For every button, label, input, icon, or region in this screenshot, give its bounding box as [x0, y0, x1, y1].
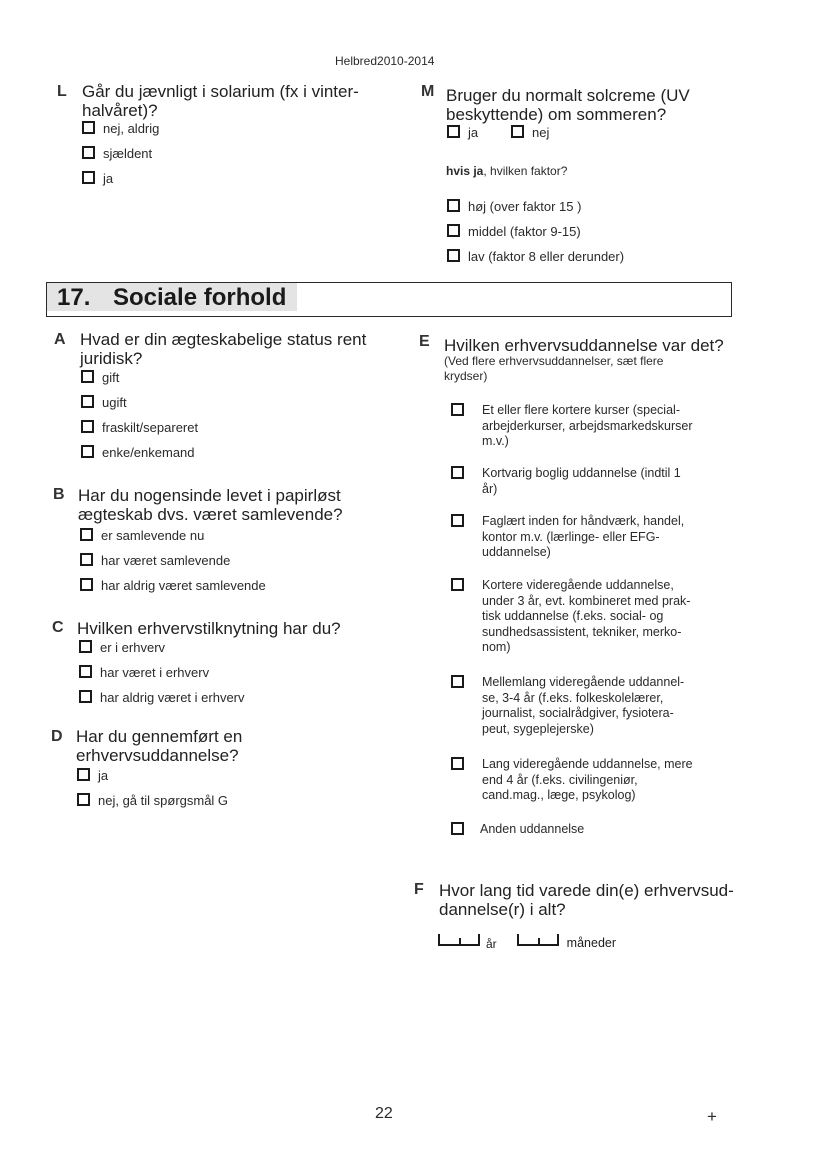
question-b-line2: ægteskab dvs. været samlevende?: [78, 505, 343, 524]
question-m-line1: Bruger du normalt solcreme (UV: [446, 86, 690, 105]
option-label: ja: [103, 171, 114, 186]
option-label: [480, 822, 730, 838]
section-number: 17.: [57, 284, 91, 311]
option-label: [482, 757, 732, 804]
section-header: [46, 282, 732, 317]
checkbox[interactable]: [511, 125, 524, 138]
option-line: Kortvarig boglig uddannelse (indtil 1: [482, 466, 681, 480]
question-c-option-3[interactable]: [79, 690, 245, 705]
option-label: er i erhverv: [100, 640, 166, 655]
duration-entry: [438, 932, 617, 951]
option-label: gift: [102, 370, 120, 385]
question-m-factor-2[interactable]: [447, 224, 581, 239]
question-e-text: Hvilken erhvervsuddannelse var det?: [444, 336, 724, 355]
question-a-option-2[interactable]: [81, 395, 127, 410]
checkbox[interactable]: [79, 665, 92, 678]
option-line: journalist, socialrådgiver, fysiotera-: [482, 706, 674, 720]
question-e-note: [444, 354, 663, 384]
question-m-text: [446, 86, 690, 124]
option-label: nej, aldrig: [103, 121, 160, 136]
question-f-text: [439, 881, 734, 919]
option-label: nej, gå til spørgsmål G: [98, 793, 229, 808]
checkbox[interactable]: [451, 514, 464, 527]
option-line: år): [482, 481, 498, 496]
checkbox[interactable]: [80, 528, 93, 541]
checkbox[interactable]: [451, 822, 464, 835]
question-b-letter: B: [53, 486, 65, 503]
question-m-factor-1[interactable]: [447, 199, 581, 214]
question-e-letter: E: [419, 333, 430, 350]
question-d-letter: D: [51, 728, 63, 745]
option-line: nom): [482, 640, 511, 654]
followup-bold: hvis ja: [446, 164, 484, 178]
option-line: Faglært inden for håndværk, handel,: [482, 514, 685, 528]
page-header: Helbred2010-2014: [335, 54, 435, 68]
option-label: [482, 675, 732, 737]
option-line: uddannelse): [482, 545, 551, 559]
checkbox[interactable]: [82, 121, 95, 134]
option-line: Et eller flere kortere kurser (special-: [482, 403, 680, 417]
question-c-option-2[interactable]: [79, 665, 209, 680]
checkbox[interactable]: [80, 578, 93, 591]
question-a-option-1[interactable]: [81, 370, 119, 385]
checkbox[interactable]: [81, 395, 94, 408]
checkbox[interactable]: [451, 403, 464, 416]
option-label: ugift: [102, 395, 127, 410]
corner-mark: +: [707, 1107, 717, 1126]
option-line: Lang videregående uddannelse, mere: [482, 757, 693, 771]
option-line: arbejderkurser, arbejdsmarkedskurser: [482, 418, 693, 433]
question-b-text: [78, 486, 343, 524]
checkbox[interactable]: [80, 553, 93, 566]
option-label: [482, 403, 732, 450]
question-e-option-3[interactable]: [451, 514, 732, 561]
checkbox[interactable]: [81, 445, 94, 458]
question-b-option-2[interactable]: [80, 553, 230, 568]
question-f-line2: dannelse(r) i alt?: [439, 900, 566, 919]
months-digit-boxes[interactable]: [517, 934, 559, 946]
question-a-letter: A: [54, 331, 66, 348]
section-title: Sociale forhold: [113, 284, 287, 311]
question-a-option-3[interactable]: [81, 420, 198, 435]
question-b-line1: Har du nogensinde levet i papirløst: [78, 486, 341, 505]
question-m-option-ja[interactable]: [447, 125, 478, 140]
months-unit: måneder: [566, 936, 617, 950]
question-e-note-line1: (Ved flere erhvervsuddannelser, sæt flere: [444, 354, 664, 368]
question-c-option-1[interactable]: [79, 640, 165, 655]
option-line: Anden uddannelse: [480, 822, 585, 836]
option-label: middel (faktor 9-15): [468, 224, 581, 239]
question-d-line2: erhvervsuddannelse?: [76, 746, 239, 765]
question-e-option-1[interactable]: [451, 403, 732, 450]
question-a-text: [80, 330, 366, 368]
option-label: ja: [98, 768, 109, 783]
question-d-option-1[interactable]: [77, 768, 108, 783]
question-l-letter: L: [57, 83, 67, 100]
question-a-line2: juridisk?: [80, 349, 143, 368]
option-label: har været samlevende: [101, 553, 231, 568]
checkbox[interactable]: [79, 640, 92, 653]
question-a-option-4[interactable]: [81, 445, 195, 460]
option-label: har aldrig været samlevende: [101, 578, 266, 593]
question-c-letter: C: [52, 619, 64, 636]
years-digit-boxes[interactable]: [438, 934, 480, 946]
checkbox[interactable]: [447, 199, 460, 212]
checkbox[interactable]: [447, 224, 460, 237]
question-f-line1: Hvor lang tid varede din(e) erhvervsud-: [439, 881, 734, 900]
option-line: se, 3-4 år (f.eks. folkeskolelærer,: [482, 690, 664, 705]
question-d-option-2[interactable]: [77, 793, 228, 808]
question-e-option-2[interactable]: [451, 466, 732, 497]
option-label: fraskilt/separeret: [102, 420, 199, 435]
checkbox[interactable]: [77, 768, 90, 781]
page-number: 22: [375, 1105, 393, 1122]
option-line: end 4 år (f.eks. civilingeniør,: [482, 772, 638, 787]
question-l-line2: halvåret)?: [82, 101, 158, 120]
option-line: cand.mag., læge, psykolog): [482, 788, 636, 802]
option-label: [482, 578, 732, 656]
question-b-option-1[interactable]: [80, 528, 204, 543]
option-label: har aldrig været i erhverv: [100, 690, 245, 705]
option-line: Kortere videregående uddannelse,: [482, 578, 674, 592]
question-e-option-7[interactable]: [451, 822, 730, 838]
checkbox[interactable]: [447, 249, 460, 262]
checkbox[interactable]: [451, 757, 464, 770]
checkbox[interactable]: [447, 125, 460, 138]
checkbox[interactable]: [451, 578, 464, 591]
option-label: nej: [532, 125, 550, 140]
option-line: peut, sygeplejerske): [482, 721, 594, 736]
question-l-option-2[interactable]: [82, 146, 152, 161]
question-l-option-1[interactable]: [82, 121, 159, 136]
option-label: [482, 466, 732, 497]
checkbox[interactable]: [77, 793, 90, 806]
checkbox[interactable]: [82, 146, 95, 159]
question-d-text: [76, 727, 242, 765]
option-line: under 3 år, evt. kombineret med prak-: [482, 593, 691, 608]
option-line: tisk uddannelse (f.eks. social- og: [482, 609, 664, 623]
question-m-letter: M: [421, 83, 435, 100]
checkbox[interactable]: [79, 690, 92, 703]
option-line: kontor m.v. (lærlinge- eller EFG-: [482, 529, 660, 544]
question-b-option-3[interactable]: [80, 578, 266, 593]
option-label: [482, 514, 732, 561]
checkbox[interactable]: [451, 466, 464, 479]
option-label: har været i erhverv: [100, 665, 210, 680]
question-f-letter: F: [414, 881, 424, 898]
option-label: ja: [468, 125, 479, 140]
checkbox[interactable]: [82, 171, 95, 184]
option-line: sundhedsassistent, tekniker, merko-: [482, 624, 682, 639]
question-l-text: [82, 82, 359, 120]
option-line: Mellemlang videregående uddannel-: [482, 675, 685, 689]
question-e-option-5[interactable]: [451, 675, 732, 737]
question-e-note-line2: krydser): [444, 369, 488, 383]
question-c-text: Hvilken erhvervstilknytning har du?: [77, 619, 341, 638]
followup-rest: , hvilken faktor?: [483, 164, 568, 178]
question-d-line1: Har du gennemført en: [76, 727, 243, 746]
checkbox[interactable]: [81, 370, 94, 383]
option-line: m.v.): [482, 434, 509, 448]
question-e-option-6[interactable]: [451, 757, 732, 804]
option-label: enke/enkemand: [102, 445, 195, 460]
checkbox[interactable]: [451, 675, 464, 688]
option-label: sjældent: [103, 146, 153, 161]
question-l-line1: Går du jævnligt i solarium (fx i vinter-: [82, 82, 359, 101]
option-label: er samlevende nu: [101, 528, 205, 543]
question-m-option-nej[interactable]: [511, 125, 549, 140]
option-label: høj (over faktor 15 ): [468, 199, 582, 214]
question-m-line2: beskyttende) om sommeren?: [446, 105, 667, 124]
years-unit: år: [486, 937, 497, 951]
option-label: lav (faktor 8 eller derunder): [468, 249, 625, 264]
checkbox[interactable]: [81, 420, 94, 433]
question-m-factor-3[interactable]: [447, 249, 624, 264]
question-e-option-4[interactable]: [451, 578, 732, 656]
question-m-followup: [446, 164, 567, 178]
question-l-option-3[interactable]: [82, 171, 113, 186]
question-a-line1: Hvad er din ægteskabelige status rent: [80, 330, 367, 349]
